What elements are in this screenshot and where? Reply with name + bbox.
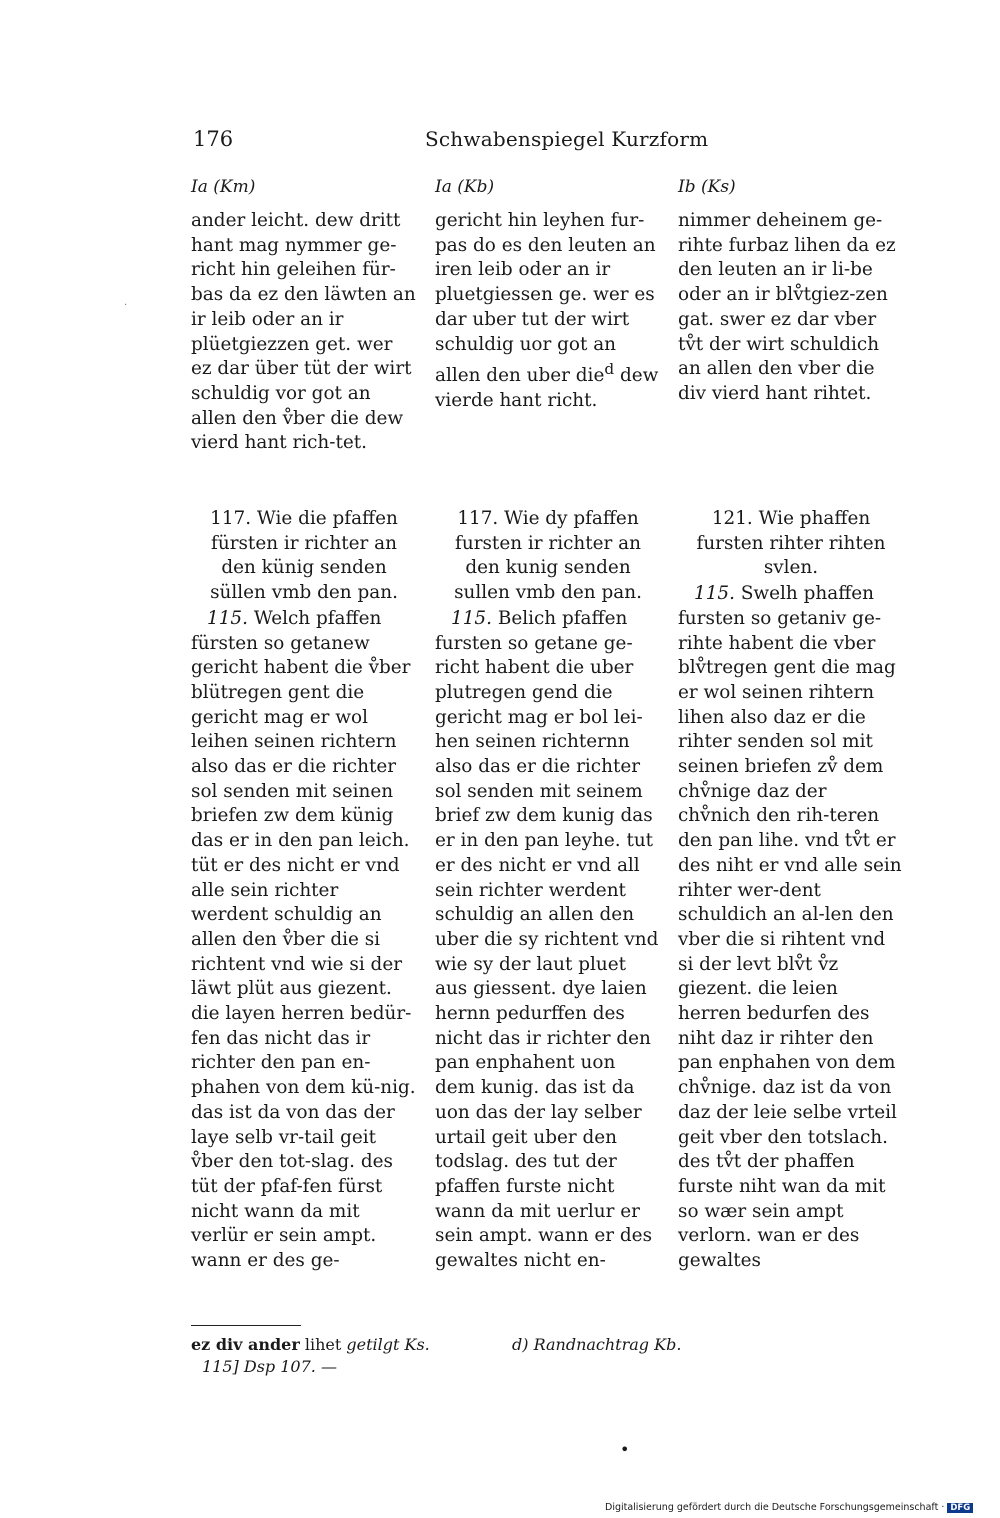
column-km-article (191, 507, 417, 1274)
column-ks-article (678, 507, 904, 1274)
footnote-marker-d: d (604, 360, 615, 379)
article-text: Welch pfaffen fürsten so getanew gericht habent die v̊ber blütregen gent die gericht mag er wol leihen seinen richtern also das er die richter sol senden mit seinen briefen zw dem künig das er in den pan leich. tüt er des nicht er vnd alle sein richter werdent schuldig an allen den v̊ber die si richtent vnd wie si der läwt plüt aus giezent. die layen herren bedür-fen das nicht das ir richter den pan en-phahen von dem kü-nig. das ist da von das der laye selb vr-tail geit v̊ber den tot-slag. des tüt der pfaf-fen fürst nicht wann da mit verlür er sein ampt. wann er des ge- (191, 607, 416, 1272)
article-number: 115. (451, 607, 492, 629)
footnote-roman: lihet (299, 1335, 347, 1354)
running-title: Schwabenspiegel Kurzform (425, 127, 709, 151)
column-kb-continuation (435, 209, 661, 414)
running-header (193, 127, 913, 161)
article-text: Belich pfaffen fursten so getane ge-richt habent die uber plutregen gend die gericht mag er bol lei-hen seinen richternn also das er die richter sol senden mit seinem brief zw dem kunig das er in den pan leyhe. tut er des nicht er vnd all sein richter werdent schuldig an allen den uber die sy richtent vnd wie sy der laut pluet aus giessent. dye laien hernn pedurffen des nicht das ir richter den pan enphahent uon dem kunig. das ist da uon das der lay selber urtail geit uber den todslag. des tut der pfaffen furste nicht wann da mit uerlur er sein ampt. wann er des gewaltes nicht en- (435, 607, 659, 1272)
continuation-text (435, 209, 661, 414)
article-paragraph (678, 582, 904, 1274)
footnote-variant (191, 1334, 430, 1356)
footnote-italic: getilgt Ks. (346, 1335, 430, 1354)
footnote-d: d) Randnachtrag Kb. (512, 1335, 682, 1354)
article-paragraph (191, 607, 417, 1274)
continuation-text: ander leicht. dew dritt hant mag nymmer ge-richt hin geleihen für-bas da ez den läwten an ir leib oder an ir plüetgiezzen get. wer ez dar über tüt der wirt schuldig vor got an allen den v̊ber die dew vierd hant rich-tet. (191, 210, 416, 454)
page-number: 176 (193, 127, 234, 151)
siglum-kb: Ia (Kb) (435, 177, 495, 197)
continuation-text: nimmer deheinem ge-rihte furbaz lihen da ez den leuten an ir li-be oder an ir blv̊tgiez-zen gat. swer ez dar vber tv̊t der wirt schuldich an allen den vber die div vierd hant rihtet. (678, 210, 896, 404)
continuation-text-part: gericht hin leyhen fur-pas do es den leuten an iren leib oder an ir pluetgiessen ge. wer es dar uber tut der wirt schuldig uor got an allen den uber die (435, 210, 656, 387)
column-kb-article (435, 507, 661, 1274)
margin-mark: • (620, 1440, 630, 1459)
dfg-logo: DFG (947, 1503, 973, 1513)
article-paragraph (435, 607, 661, 1274)
column-km-continuation (191, 209, 417, 456)
footnote-bold: ez div ander (191, 1335, 300, 1354)
footnote-rule (191, 1325, 301, 1326)
continuation-text-end: dew vierde hant richt. (435, 365, 659, 412)
siglum-km: Ia (Km) (191, 177, 256, 197)
margin-speck: · (124, 300, 128, 311)
article-number: 115. (207, 607, 248, 629)
credit-text: Digitalisierung gefördert durch die Deutsche Forschungsgemeinschaft · (605, 1502, 945, 1513)
column-ks-continuation (678, 209, 904, 407)
footnote-source: 115] Dsp 107. — (202, 1357, 337, 1376)
siglum-ks: Ib (Ks) (678, 177, 736, 197)
article-text: Swelh phaffen fursten so getaniv ge-rihte habent die vber blv̊tregen gent die mag er wol seinen rihtern lihen also daz er die rihter senden sol mit seinen briefen zv̊ dem chv̊nige daz der chv̊nich den rih-teren den pan lihe. vnd tv̊t er des niht er vnd alle sein rihter wer-dent schuldich an al-len den vber die si rihtent vnd si der levt blv̊t v̊z giezent. die leien herren bedurfen des niht daz ir rihter den pan enphahen von dem chv̊nige. daz ist da von daz der leie selbe vrteil geit vber den totslach. des tv̊t der phaffen furste niht wan da mit so wær sein ampt verlorn. wan er des gewaltes (678, 583, 902, 1272)
digitization-credit (605, 1502, 973, 1513)
chapter-heading: 117. Wie dy pfaffen fursten ir richter an den kunig senden sullen vmb den pan. (454, 508, 642, 604)
chapter-heading: 117. Wie die pfaffen fürsten ir richter an den künig senden süllen vmb den pan. (210, 508, 398, 604)
chapter-heading: 121. Wie phaffen fursten rihter rihten svlen. (696, 508, 886, 579)
article-number: 115. (694, 583, 735, 605)
